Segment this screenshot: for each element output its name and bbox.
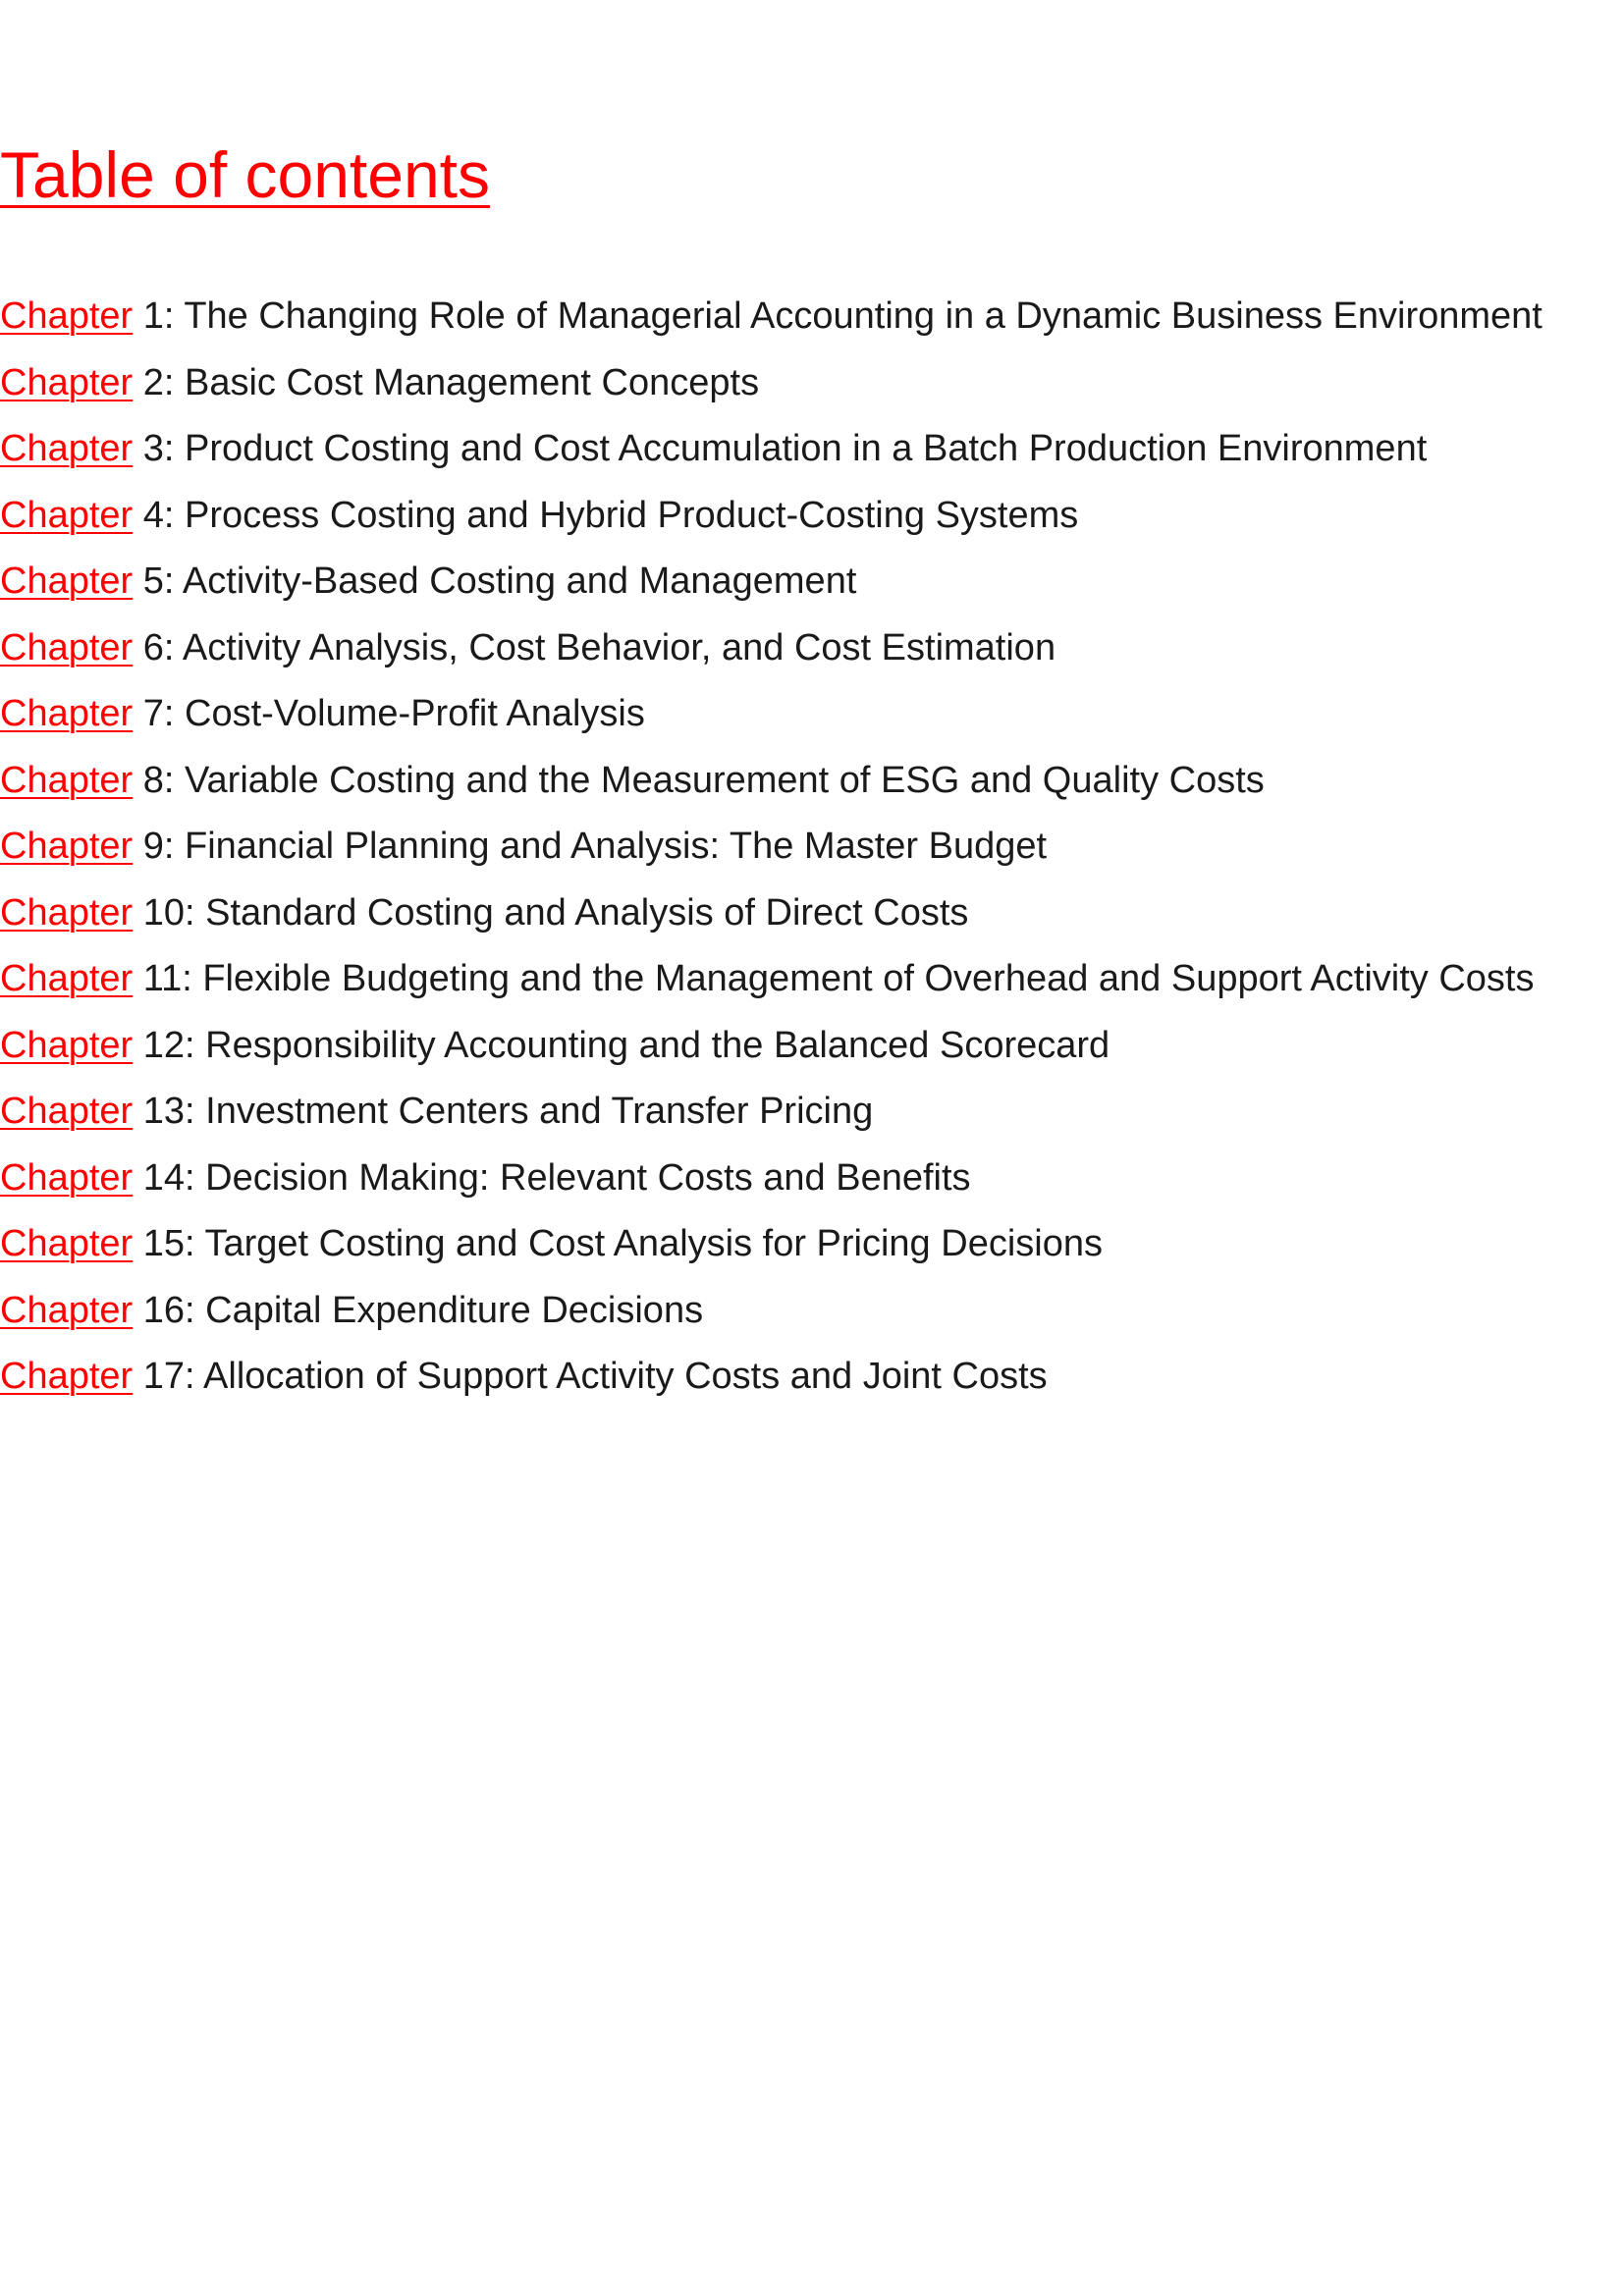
chapter-title: 1: The Changing Role of Managerial Accounting in a Dynamic Business Environment — [133, 295, 1543, 337]
toc-item — [0, 755, 1543, 822]
chapter-title: 10: Standard Costing and Analysis of Direct Costs — [133, 891, 969, 934]
chapter-link[interactable]: Chapter — [0, 626, 134, 668]
chapter-link[interactable]: Chapter — [0, 1156, 134, 1199]
chapter-title: 4: Process Costing and Hybrid Product-Costing Systems — [133, 494, 1079, 536]
chapter-title: 16: Capital Expenditure Decisions — [133, 1289, 704, 1331]
chapter-title: 12: Responsibility Accounting and the Balanced Scorecard — [133, 1024, 1110, 1066]
chapter-title: 2: Basic Cost Management Concepts — [133, 361, 760, 403]
toc-item — [0, 1285, 1543, 1352]
toc-item — [0, 357, 1543, 424]
chapter-link[interactable]: Chapter — [0, 826, 134, 867]
toc-item — [0, 423, 1543, 490]
toc-item — [0, 953, 1543, 1020]
chapter-link[interactable]: Chapter — [0, 1024, 134, 1066]
chapter-title: 8: Variable Costing and the Measurement of ESG and Quality Costs — [133, 759, 1265, 801]
chapter-link[interactable]: Chapter — [0, 891, 134, 934]
chapter-title: 13: Investment Centers and Transfer Pricing — [133, 1091, 874, 1132]
chapter-link[interactable]: Chapter — [0, 494, 134, 536]
toc-item — [0, 887, 1543, 954]
chapter-title: 3: Product Costing and Cost Accumulation in a Batch Production Environment — [133, 428, 1428, 469]
toc-item — [0, 1152, 1543, 1219]
toc-item — [0, 821, 1543, 887]
toc-list — [0, 291, 1543, 1417]
chapter-link[interactable]: Chapter — [0, 1223, 134, 1264]
chapter-link[interactable]: Chapter — [0, 361, 134, 403]
chapter-title: 5: Activity-Based Costing and Management — [133, 561, 857, 602]
chapter-title: 14: Decision Making: Relevant Costs and Benefits — [133, 1156, 971, 1199]
chapter-title: 9: Financial Planning and Analysis: The Master Budget — [133, 826, 1048, 867]
chapter-link[interactable]: Chapter — [0, 295, 134, 337]
toc-item — [0, 490, 1543, 557]
chapter-link[interactable]: Chapter — [0, 428, 134, 469]
toc-item — [0, 1351, 1543, 1417]
toc-item — [0, 291, 1543, 357]
chapter-title: 7: Cost-Volume-Profit Analysis — [133, 693, 645, 734]
chapter-title: 11: Flexible Budgeting and the Management of Overhead and Support Activity Costs — [133, 958, 1535, 999]
chapter-title: 6: Activity Analysis, Cost Behavior, and Cost Estimation — [133, 626, 1056, 668]
toc-item — [0, 1218, 1543, 1285]
toc-item — [0, 622, 1543, 689]
chapter-link[interactable]: Chapter — [0, 1091, 134, 1132]
toc-title-link[interactable]: Table of contents — [0, 138, 490, 211]
chapter-link[interactable]: Chapter — [0, 1356, 134, 1397]
toc-item — [0, 1020, 1543, 1087]
chapter-link[interactable]: Chapter — [0, 1289, 134, 1331]
chapter-link[interactable]: Chapter — [0, 759, 134, 801]
chapter-link[interactable]: Chapter — [0, 693, 134, 734]
chapter-link[interactable]: Chapter — [0, 561, 134, 602]
chapter-link[interactable]: Chapter — [0, 958, 134, 999]
toc-item — [0, 1086, 1543, 1152]
chapter-title: 17: Allocation of Support Activity Costs and Joint Costs — [133, 1356, 1048, 1397]
chapter-title: 15: Target Costing and Cost Analysis for Pricing Decisions — [133, 1223, 1103, 1264]
toc-item — [0, 556, 1543, 622]
toc-item — [0, 688, 1543, 755]
